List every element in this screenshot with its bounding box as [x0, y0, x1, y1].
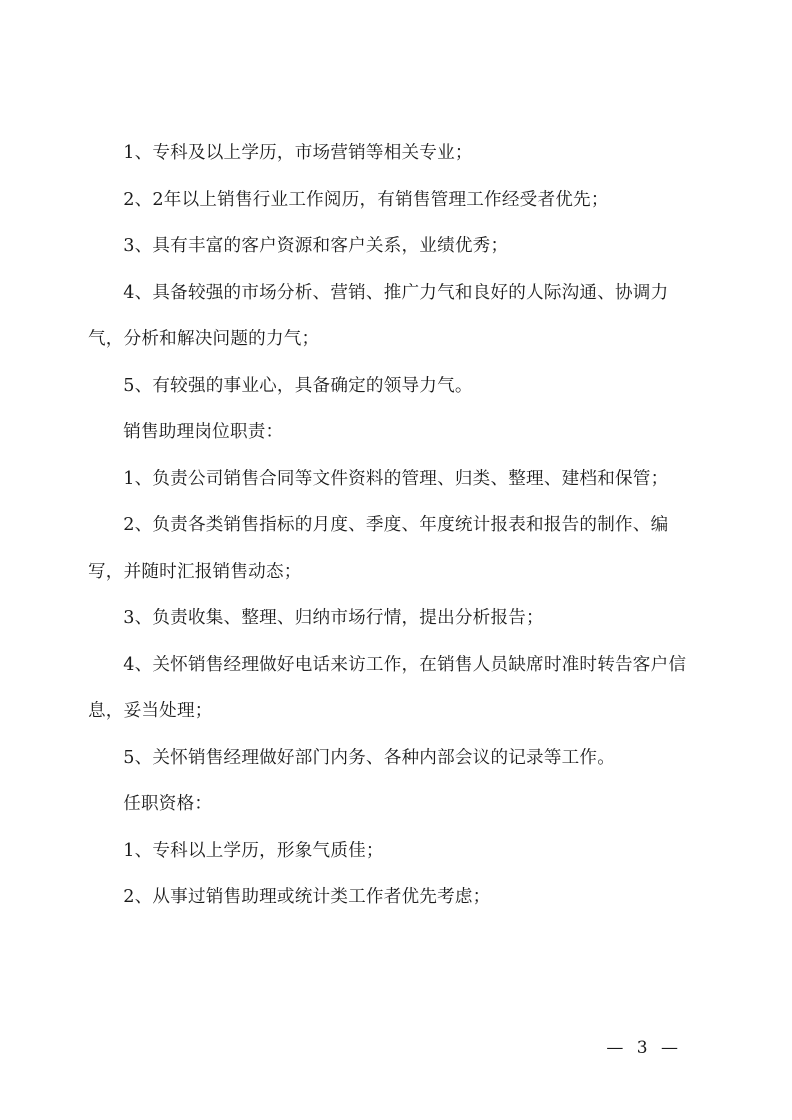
paragraph-requirement-3: 3、具有丰富的客户资源和客户关系，业绩优秀； [123, 236, 509, 256]
section-heading-sales-assistant-duties: 销售助理岗位职责： [123, 422, 284, 442]
paragraph-duty-1: 1、负责公司销售合同等文件资料的管理、归类、整理、建档和保管； [123, 468, 669, 489]
paragraph-duty-4: 4、关怀销售经理做好电话来访工作，在销售人员缺席时准时转告客户信息，妥当处理； [88, 654, 687, 721]
document-body [88, 130, 693, 921]
page-number: — 3 — [606, 1038, 682, 1058]
paragraph-qualification-2: 2、从事过销售助理或统计类工作者优先考虑； [123, 887, 491, 907]
section-heading-qualifications: 任职资格： [123, 794, 213, 814]
paragraph-qualification-1: 1、专科以上学历，形象气质佳； [123, 840, 384, 861]
paragraph-duty-3: 3、负责收集、整理、归纳市场行情，提出分析报告； [123, 608, 544, 628]
paragraph-requirement-4: 4、具备较强的市场分析、营销、推广力气和良好的人际沟通、协调力气，分析和解决问题的力气； [88, 282, 669, 349]
paragraph-duty-2: 2、负责各类销售指标的月度、季度、年度统计报表和报告的制作、编写，并随时汇报销售动态； [88, 515, 669, 582]
paragraph-duty-5: 5、关怀销售经理做好部门内务、各种内部会议的记录等工作。 [123, 747, 616, 768]
paragraph-requirement-1: 1、专科及以上学历，市场营销等相关专业； [123, 143, 473, 163]
paragraph-requirement-5: 5、有较强的事业心，具备确定的领导力气。 [123, 375, 473, 396]
paragraph-requirement-2: 2、2年以上销售行业工作阅历，有销售管理工作经受者优先； [123, 189, 609, 210]
